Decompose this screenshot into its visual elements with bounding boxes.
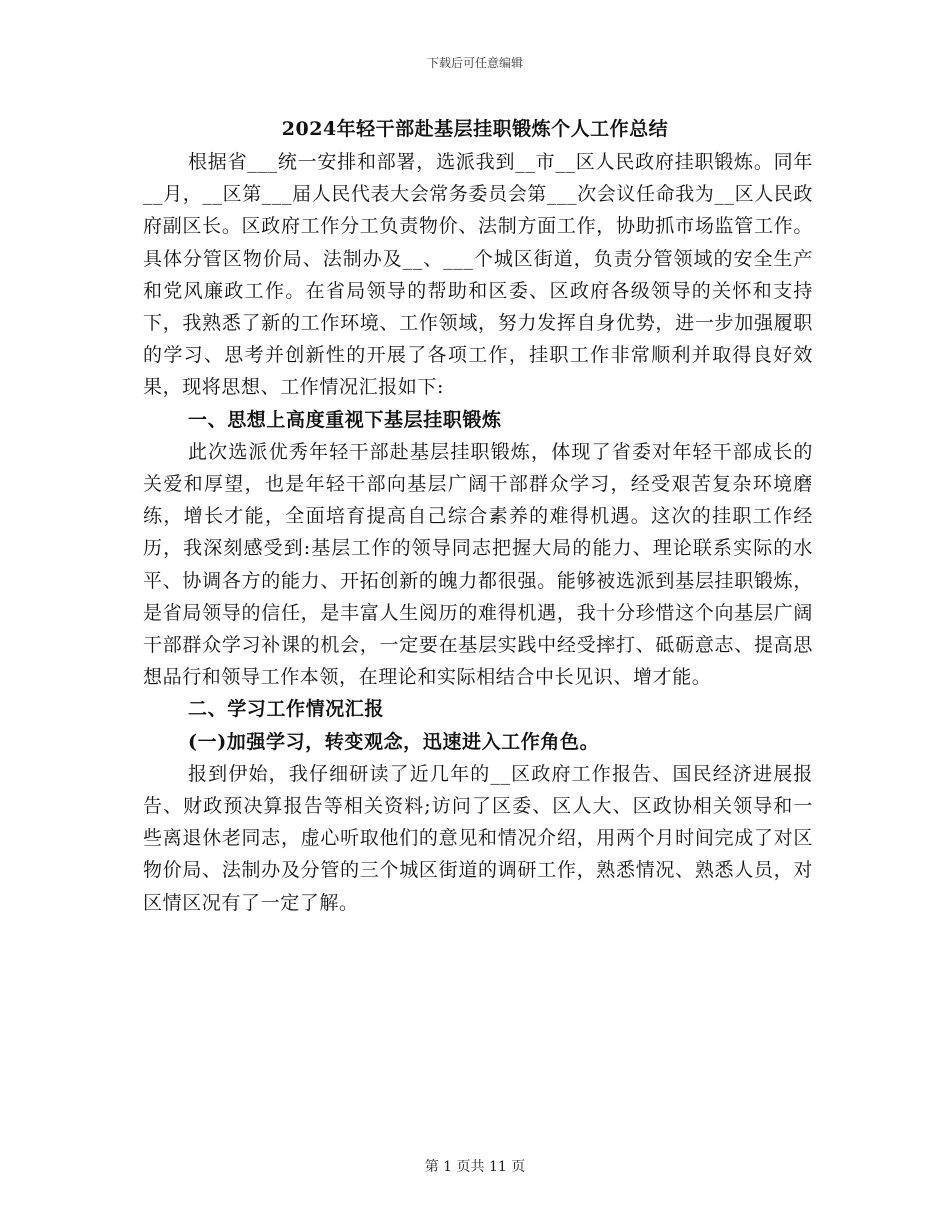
document-body	[143, 146, 813, 919]
subsection-heading-2-1: (一)加强学习，转变观念，迅速进入工作角色。	[188, 730, 600, 753]
page-header: 下载后可任意编辑	[426, 56, 523, 70]
paragraph-section-1: 此次选派优秀年轻干部赴基层挂职锻炼，体现了省委对年轻干部成长的关爱和厚望，也是年轻干部向基层广阔干部群众学习，经受艰苦复杂环境磨练，增长才能，全面培育提高自己综合素养的难得机遇。这次的挂职工作经历，我深刻感受到:基层工作的领导同志把握大局的能力、理论联系实际的水平、协调各方的能力、开拓创新的魄力都很强。能够被选派到基层挂职锻炼，是省局领导的信任，是丰富人生阅历的难得机遇，我十分珍惜这个向基层广阔干部群众学习补课的机会，一定要在基层实践中经受摔打、砥砺意志、提高思想品行和领导工作本领，在理论和实际相结合中长见识、增才能。	[143, 440, 813, 689]
document-title: 2024年轻干部赴基层挂职锻炼个人工作总结	[281, 118, 669, 140]
section-heading-1: 一、思想上高度重视下基层挂职锻炼	[188, 408, 502, 431]
paragraph-subsection-2-1: 报到伊始，我仔细研读了近几年的__区政府工作报告、国民经济进展报告、财政预决算报告等相关资料;访问了区委、区人大、区政协相关领导和一些离退休老同志，虚心听取他们的意见和情况介绍，用两个月时间完成了对区物价局、法制办及分管的三个城区街道的调研工作，熟悉情况、熟悉人员，对区情区况有了一定了解。	[143, 762, 813, 914]
section-heading-2: 二、学习工作情况汇报	[188, 698, 385, 721]
paragraph-intro: 根据省___统一安排和部署，选派我到__市__区人民政府挂职锻炼。同年__月，__区第___届人民代表大会常务委员会第___次会议任命我为__区人民政府副区长。区政府工作分工负责物价、法制方面工作，协助抓市场监管工作。具体分管区物价局、法制办及__、___个城区街道，负责分管领域的安全生产和党风廉政工作。在省局领导的帮助和区委、区政府各级领导的关怀和支持下，我熟悉了新的工作环境、工作领域，努力发挥自身优势，进一步加强履职的学习、思考并创新性的开展了各项工作，挂职工作非常顺利并取得良好效果，现将思想、工作情况汇报如下:	[143, 151, 814, 399]
page-footer: 第 1 页共 11 页	[424, 1159, 526, 1175]
